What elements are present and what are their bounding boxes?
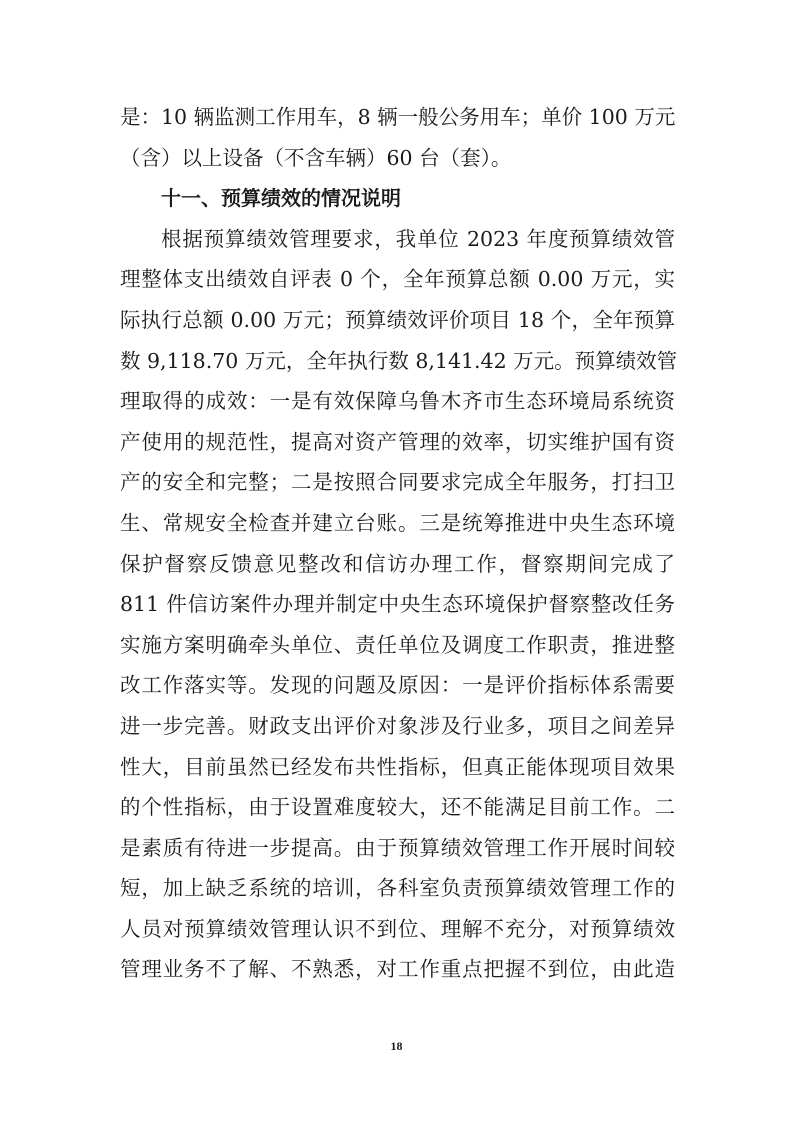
text-line: 理整体支出绩效自评表 0 个，全年预算总额 0.00 万元，实 <box>120 267 675 292</box>
text-line: 811 件信访案件办理并制定中央生态环境保护督察整改任务 <box>120 592 675 617</box>
section-heading: 十一、预算绩效的情况说明 <box>161 186 401 211</box>
text-line: 理取得的成效：一是有效保障乌鲁木齐市生态环境局系统资 <box>120 389 675 414</box>
text-line: 生、常规安全检查并建立台账。三是统筹推进中央生态环境 <box>120 510 675 535</box>
document-body <box>120 97 678 990</box>
text-line: 保护督察反馈意见整改和信访办理工作，督察期间完成了 <box>120 551 675 576</box>
text-line: （含）以上设备（不含车辆）60 台（套）。 <box>120 145 512 170</box>
text-line: 是：10 辆监测工作用车，8 辆一般公务用车；单价 100 万元 <box>120 105 676 129</box>
text-line: 实施方案明确牵头单位、责任单位及调度工作职责，推进整 <box>120 632 675 657</box>
text-line: 产的安全和完整；二是按照合同要求完成全年服务，打扫卫 <box>120 470 675 495</box>
text-line: 性大，目前虽然已经发布共性指标，但真正能体现项目效果 <box>120 754 675 779</box>
text-line: 的个性指标，由于设置难度较大，还不能满足目前工作。二 <box>120 795 675 820</box>
text-line: 是素质有待进一步提高。由于预算绩效管理工作开展时间较 <box>120 835 675 860</box>
paragraph-first-line: 根据预算绩效管理要求，我单位 2023 年度预算绩效管 <box>161 226 675 251</box>
page-number: 18 <box>390 1039 403 1053</box>
text-line: 短，加上缺乏系统的培训，各科室负责预算绩效管理工作的 <box>120 876 675 901</box>
text-line: 管理业务不了解、不熟悉，对工作重点把握不到位，由此造 <box>120 957 675 982</box>
text-line: 进一步完善。财政支出评价对象涉及行业多，项目之间差异 <box>120 713 675 738</box>
text-line: 数 9,118.70 万元，全年执行数 8,141.42 万元。预算绩效管 <box>120 348 678 373</box>
text-line: 人员对预算绩效管理认识不到位、理解不充分，对预算绩效 <box>120 916 675 941</box>
text-line: 际执行总额 0.00 万元；预算绩效评价项目 18 个，全年预算 <box>120 307 675 332</box>
text-line: 改工作落实等。发现的问题及原因：一是评价指标体系需要 <box>120 673 675 698</box>
text-line: 产使用的规范性，提高对资产管理的效率，切实维护国有资 <box>120 429 675 454</box>
